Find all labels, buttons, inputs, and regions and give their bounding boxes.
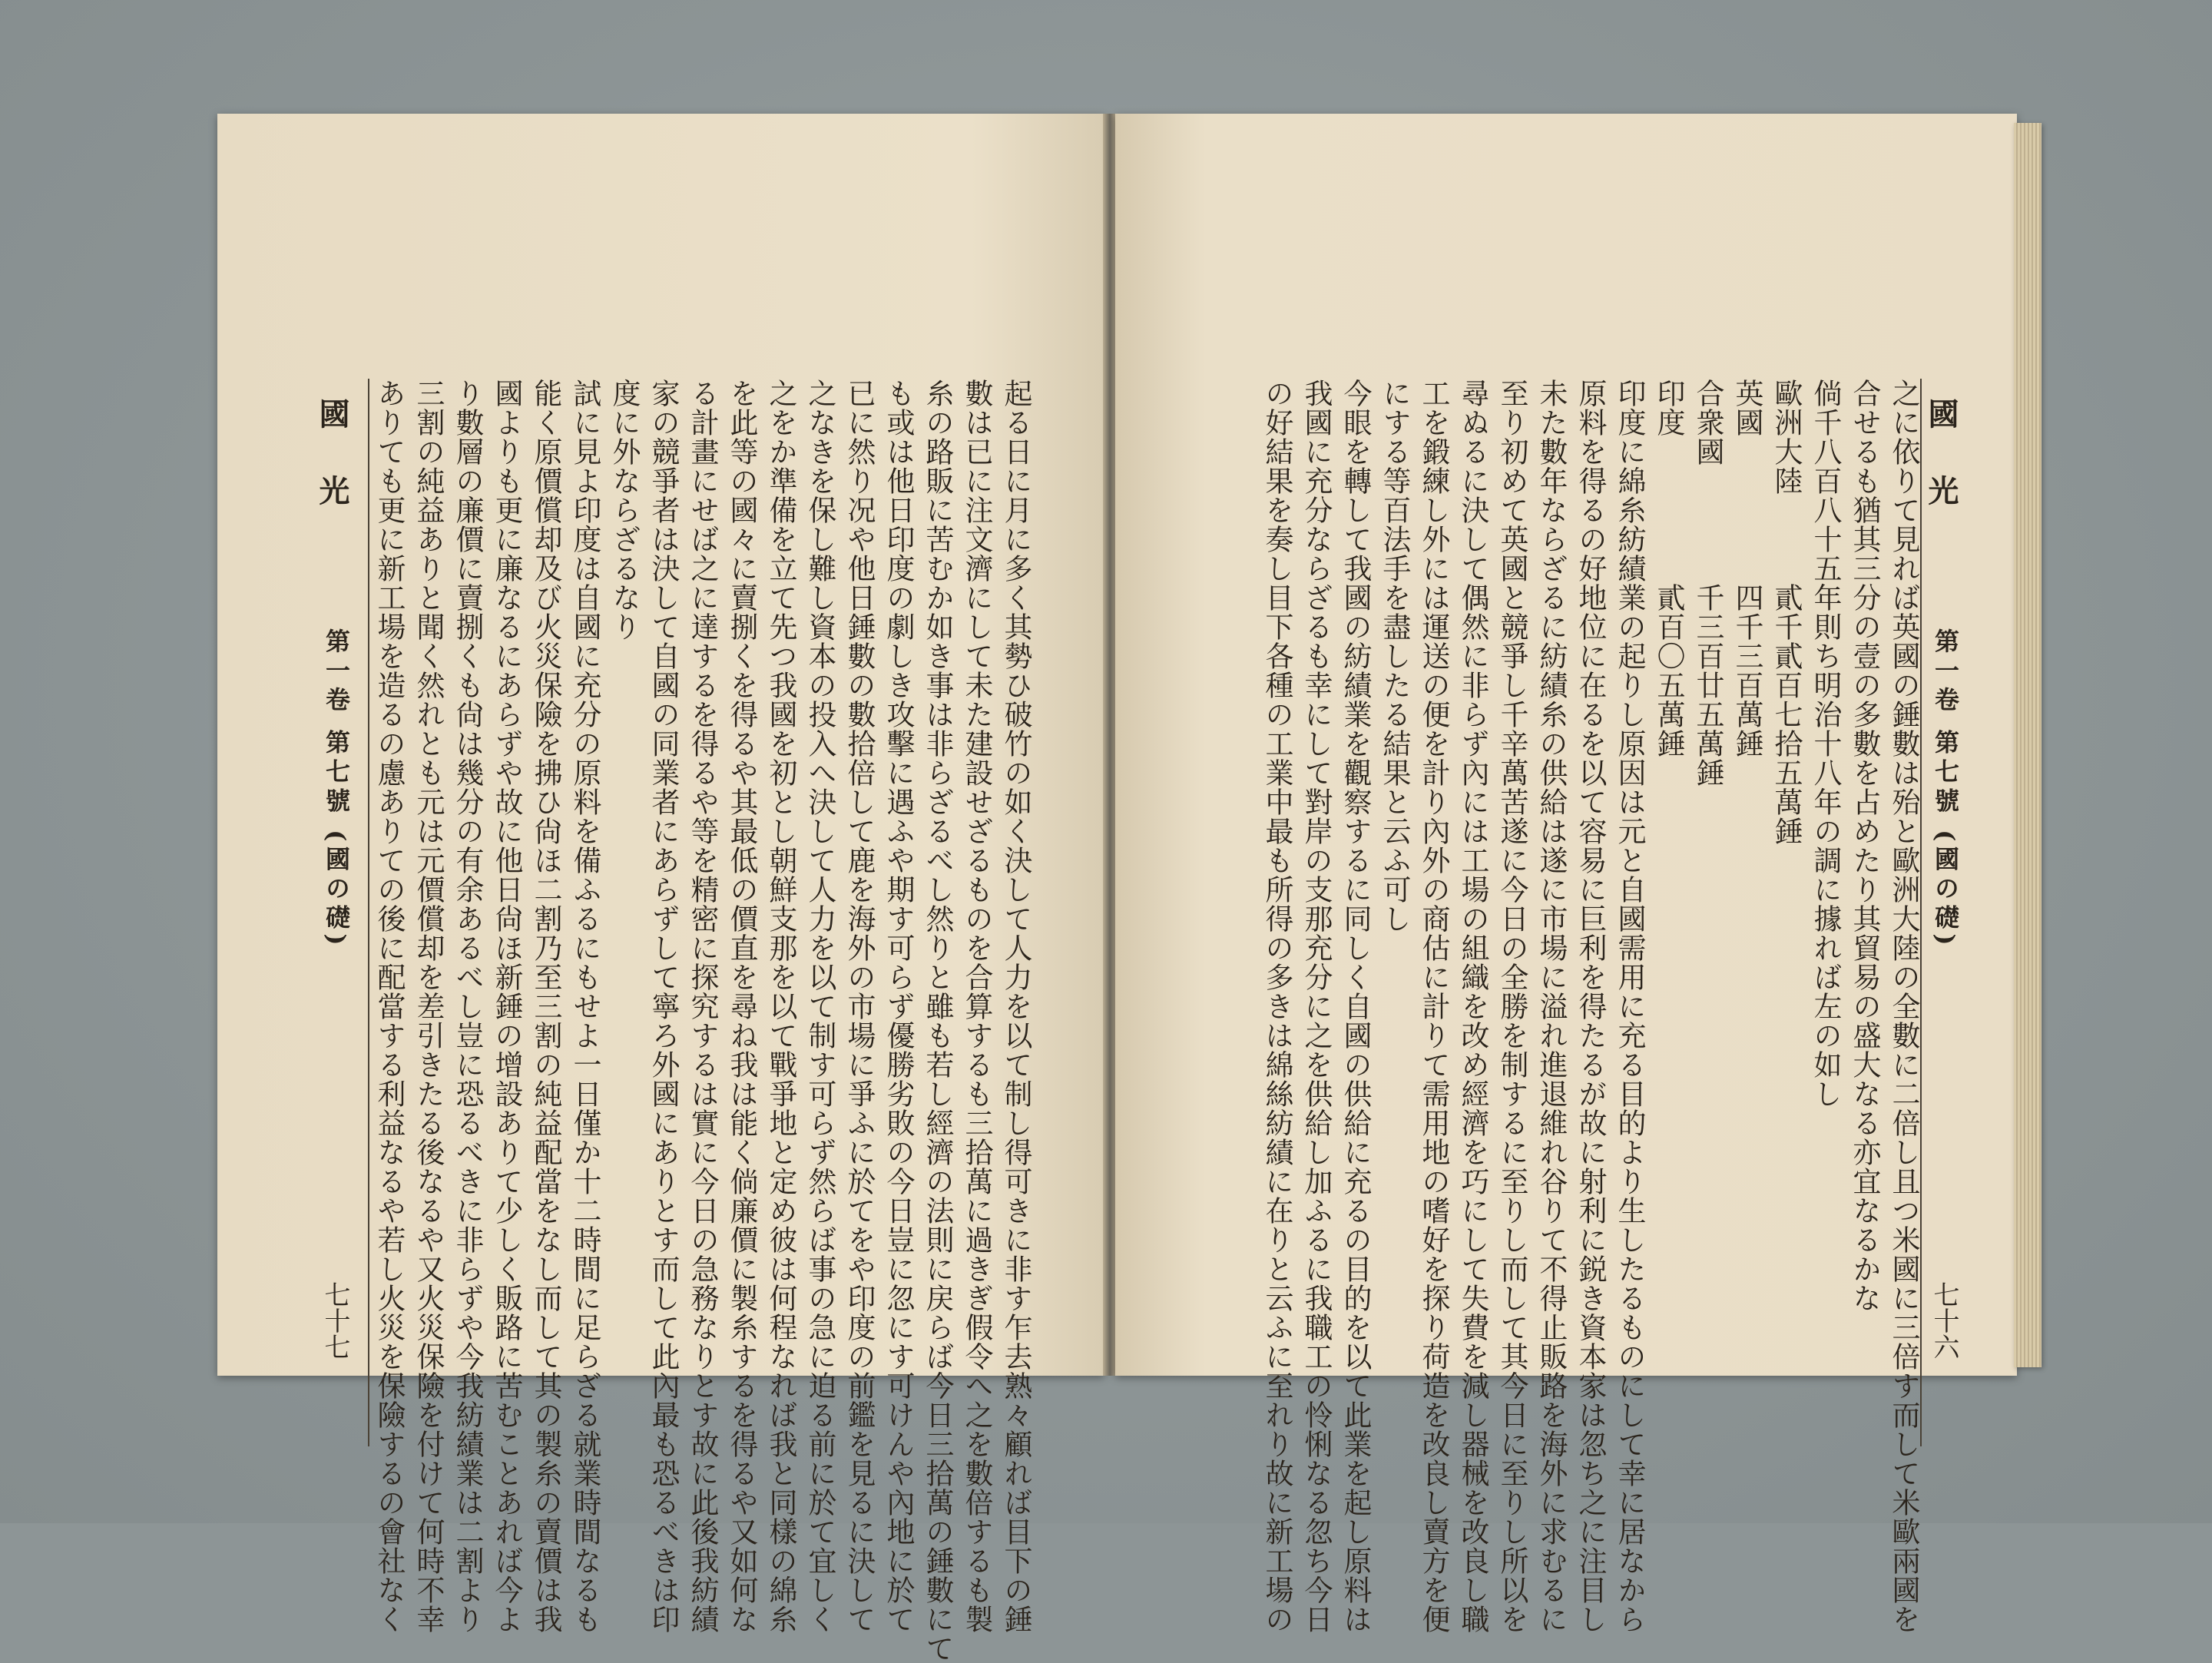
text-column: 未た數年ならざるに紡績糸の供給は遂に市場に溢れ進退維れ谷りて不得止販路を海外に求むるに [1535, 379, 1568, 1634]
text-column: の好結果を奏し目下各種の工業中最も所得の多きは綿絲紡績に在りと云ふに至れり故に新工場の [1260, 379, 1293, 1634]
right-page [1115, 114, 2017, 1634]
text-column: 已に然り况や他日錘數の數拾倍して鹿を海外の市場に爭ふに於てをや印度の前鑑を見るに決して [843, 379, 876, 1634]
text-column: 度に外ならざるなり [608, 379, 641, 641]
text-column: にする等百法手を盡したる結果と云ふ可し [1378, 379, 1411, 933]
text-column: も或は他日印度の劇しき攻擊に遇ふや期す可らず優勝劣敗の今日豈に忽にす可けんや內地に於て [882, 379, 915, 1634]
body-text [1257, 379, 1923, 1634]
text-column: 印度に綿糸紡績業の起りし原因は元と自國需用に充る目的より生したるものにして幸に居なから [1613, 379, 1646, 1634]
body-text [369, 379, 1035, 1663]
page-number: 七十七 [320, 1281, 350, 1360]
text-column: 能く原價償却及び火災保險を拂ひ尙ほ二割乃至三割の純益配當をなし而して其の製糸の賣價は我 [529, 379, 562, 1634]
text-column: 我國に充分ならざるも幸にして對岸の支那充分に之を供給し加ふるに我職工の怜悧なる忽ち今日 [1300, 379, 1333, 1634]
text-column: 今眼を轉して我國の紡績業を觀察するに同しく自國の供給に充るの目的を以て此業を起し原料は [1339, 379, 1372, 1634]
page-edges [2014, 123, 2041, 1367]
text-column: 家の競爭者は決して自國の同業者にあらずして寧ろ外國にありとす而して此內最も恐るべきは印 [647, 379, 680, 1634]
text-column: 尋ぬるに決して偶然に非らず內には工場の組織を改め經濟を巧にして失費を減し器械を改良し職 [1456, 379, 1489, 1634]
text-column: る計畫にせば之に達するを得るや等を精密に探究するは實に今日の急務なりとす故に此後我紡績 [686, 379, 719, 1634]
left-page [217, 114, 1104, 1663]
text-column: 國よりも更に廉なるにあらずや故に他日尙ほ新錘の增設ありて少しく販路に苦むことあれば今よ [490, 379, 523, 1634]
running-header [316, 398, 354, 1396]
text-column: 糸の路販に苦むか如き事は非らざるべし然りと雖も若し經濟の法則に戻らば今日三拾萬の錘數にて [921, 379, 954, 1663]
text-column: 英國 四千三百萬錘 [1730, 379, 1763, 758]
text-column: 合せるも猶其三分の壹の多數を占めたり其貿易の盛大なる亦宜なるかな [1848, 379, 1881, 1313]
magazine-title: 國光 [1923, 398, 1959, 552]
text-column: 之をか準備を立て先つ我國を初とし朝鮮支那を以て戰爭地と定め彼は何程なれば我と同樣の綿糸 [764, 379, 797, 1634]
volume-issue: 第一卷 第七號 (國の礎) [322, 628, 351, 950]
text-column: 原料を得るの好地位に在るを以て容易に巨利を得たるが故に射利に鋭き資本家は忽ち之に注目し [1574, 379, 1607, 1634]
text-column: 之に依りて見れば英國の錘數は殆と歐洲大陸の全數に二倍し且つ米國に三倍す而して米歐兩國を [1887, 379, 1920, 1634]
text-column: 至り初めて英國と競爭し千辛萬苦遂に今日の全勝を制するに至りし而して其今日に至りし所以を [1495, 379, 1528, 1634]
text-column: 歐洲大陸 貳千貳百七拾五萬錘 [1770, 379, 1803, 846]
text-column: を此等の國々に賣捌くを得るや其最低の價直を尋ね我は能く倘廉價に製糸するを得るや又如何な [725, 379, 758, 1634]
text-column: 起る日に月に多く其勢ひ破竹の如く決して人力を以て制し得可きに非す乍去熟々顧れば目下の錘 [999, 379, 1032, 1634]
text-column: 倘千八百八十五年則ち明治十八年の調に據れば左の如し [1809, 379, 1842, 1108]
text-column: 合衆國 千三百廿五萬錘 [1691, 379, 1724, 787]
magazine-title: 國光 [314, 398, 350, 552]
text-column: 之なきを保し難し資本の投入へ決して人力を以て制す可らず然らば事の急に迫る前に於て宜しく [803, 379, 836, 1634]
text-column: 試に見よ印度は自國に充分の原料を備ふるにもせよ一日僅か十二時間に足らざる就業時間なるも [568, 379, 601, 1634]
text-column: 工を鍛練し外には運送の便を計り內外の商估に計りて需用地の嗜好を探り荷造を改良し賣方を便 [1417, 379, 1450, 1634]
text-column: り數層の廉價に賣捌くも尙は幾分の有余あるべし豈に恐るべきに非らずや今我紡績業は二割より [451, 379, 484, 1634]
text-column: 數は已に注文濟にして未た建設せざるものを合算するも三拾萬に過きぎ假令へ之を數倍するも製 [960, 379, 993, 1634]
text-column: 三割の純益ありと聞く然れとも元は元價償却を差引きたる後なるや又火災保險を付けて何時不幸 [412, 379, 445, 1634]
text-column: ありても更に新工場を造るの慮ありての後に配當する利益なるや若し火災を保險するの會社なく [373, 379, 406, 1634]
running-header [1925, 398, 1963, 1396]
text-column: 印度 貳百〇五萬錘 [1652, 379, 1685, 758]
page-number: 七十六 [1929, 1281, 1959, 1360]
volume-issue: 第一卷 第七號 (國の礎) [1931, 628, 1960, 950]
